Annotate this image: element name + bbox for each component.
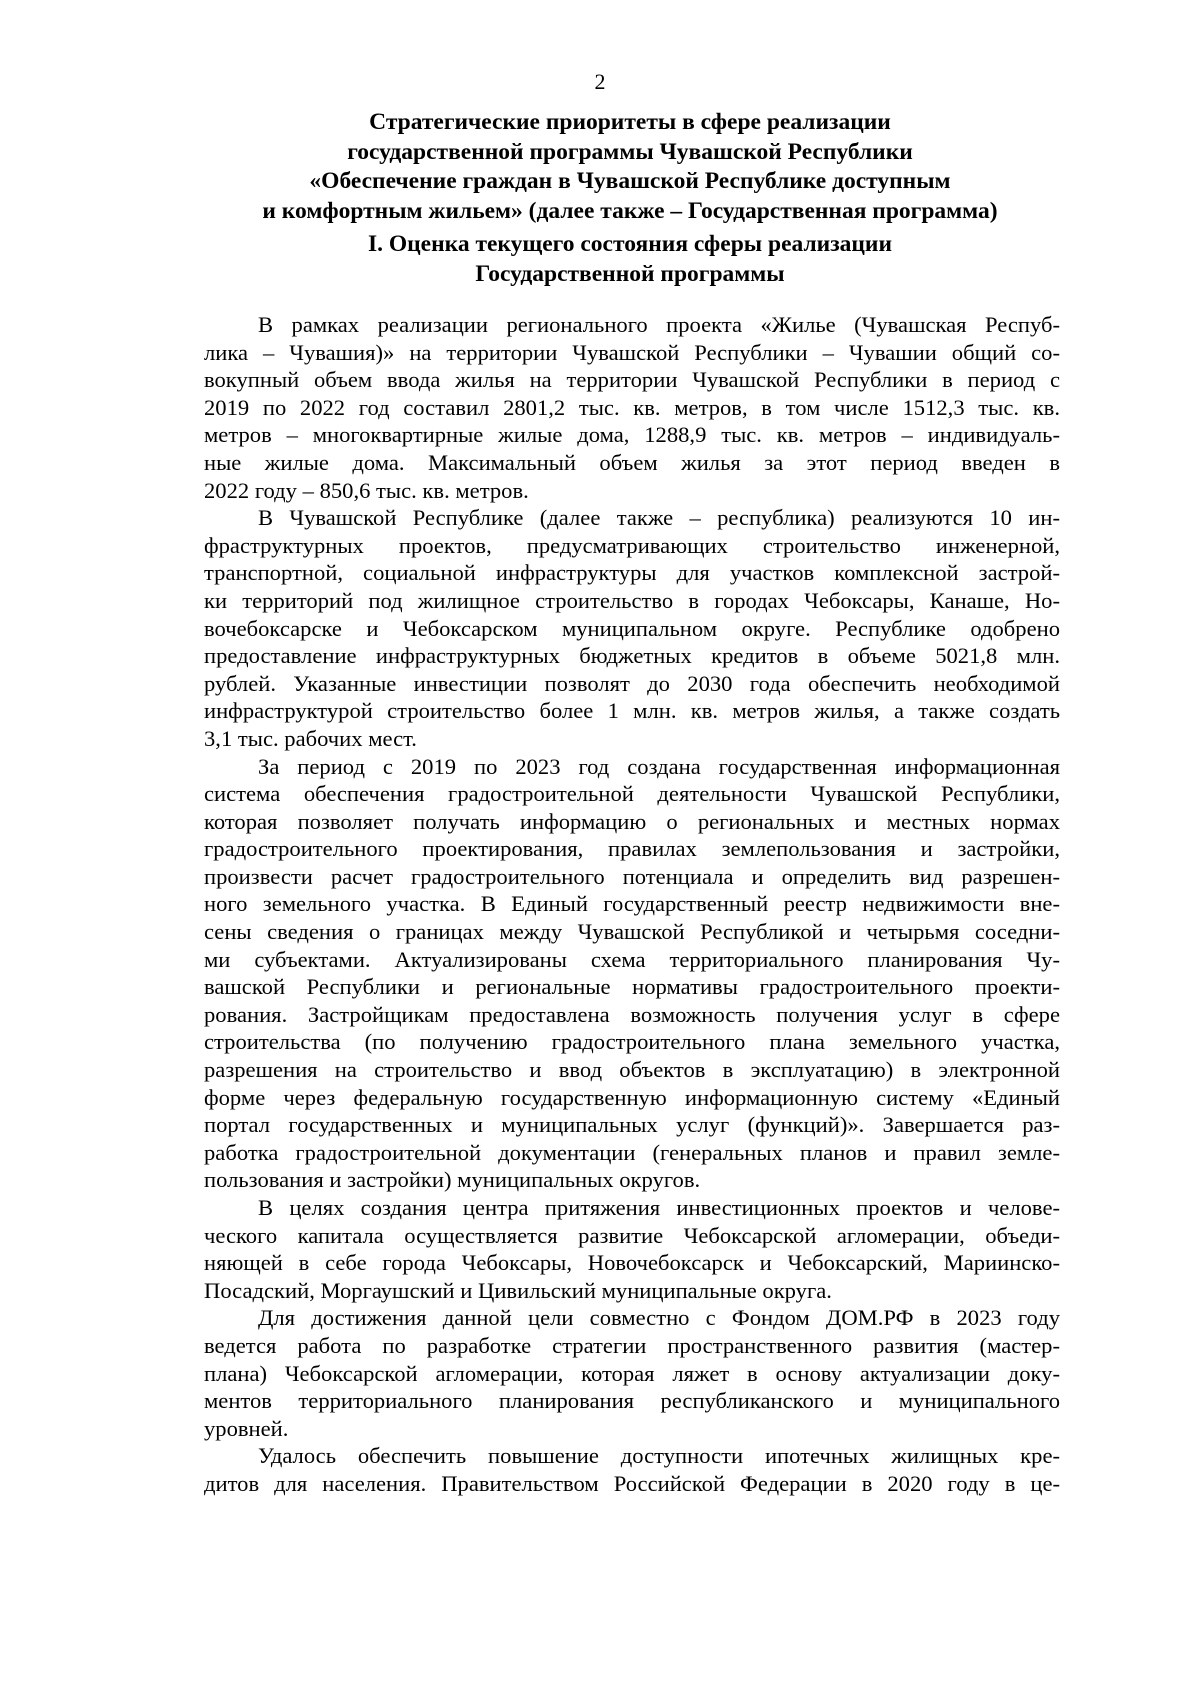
text-line: ные жилые дома. Максимальный объем жилья за этот период введен в [204, 449, 1060, 475]
section-title-line: I. Оценка текущего состояния сферы реализации [367, 231, 893, 257]
text-line: рублей. Указанные инвестиции позволят до 2030 года обеспечить необходимой [204, 670, 1060, 696]
paragraph [204, 753, 1060, 1195]
text-line: ментов территориального планирования республиканского и муниципального [204, 1388, 1060, 1414]
paragraph [204, 1194, 1060, 1304]
text-line: портал государственных и муниципальных услуг (функций)». Завершается раз- [204, 1112, 1060, 1138]
text-line: ного земельного участка. В Единый государственный реестр недвижимости вне- [204, 891, 1060, 917]
text-line: ки территорий под жилищное строительство в городах Чебоксары, Канаше, Но- [204, 587, 1060, 613]
section-title-line: Государственной программы [475, 260, 785, 287]
text-line: произвести расчет градостроительного потенциала и определить вид разрешен- [204, 863, 1060, 889]
text-line: фраструктурных проектов, предусматривающих строительство инженерной, [204, 532, 1060, 558]
text-line: инфраструктурой строительство более 1 млн. кв. метров жилья, а также создать [204, 698, 1060, 724]
text-line: В Чувашской Республике (далее также – республика) реализуются 10 ин- [258, 505, 1060, 531]
title-line: государственной программы Чувашской Республики [347, 138, 913, 165]
paragraph [204, 1442, 1060, 1497]
text-line: ведется работа по разработке стратегии пространственного развития (мастер- [204, 1332, 1060, 1358]
text-line: транспортной, социальной инфраструктуры для участков комплексной застрой- [204, 560, 1060, 586]
main-title [200, 108, 1060, 226]
section-title [200, 230, 1060, 289]
text-line: В рамках реализации регионального проекта «Жилье (Чувашская Респуб- [258, 312, 1060, 337]
text-line: разрешения на строительство и ввод объектов в эксплуатацию) в электронной [204, 1057, 1060, 1083]
text-line: вочебоксарске и Чебоксарском муниципальном округе. Республике одобрено [204, 615, 1060, 641]
text-line: система обеспечения градостроительной деятельности Чувашской Республики, [204, 781, 1060, 807]
title-line: и комфортным жильем» (далее также – Государственная программа) [262, 197, 998, 224]
text-line: форме через федеральную государственную информационную систему «Единый [204, 1084, 1060, 1110]
text-line: вашской Республики и региональные нормативы градостроительного проекти- [204, 974, 1060, 1000]
text-line: сены сведения о границах между Чувашской Республикой и четырьмя соседни- [204, 919, 1060, 945]
paragraph [204, 311, 1060, 504]
text-line: ми субъектами. Актуализированы схема территориального планирования Чу- [204, 946, 1060, 972]
text-line: градостроительного проектирования, правилах землепользования и застройки, [204, 836, 1060, 862]
text-line: строительства (по получению градостроительного плана земельного участка, [204, 1029, 1060, 1055]
text-line: работка градостроительной документации (генеральных планов и правил земле- [204, 1139, 1060, 1165]
text-line: В целях создания центра притяжения инвестиционных проектов и челове- [258, 1195, 1060, 1220]
text-line: которая позволяет получать информацию о региональных и местных нормах [204, 808, 1060, 834]
text-line: рования. Застройщикам предоставлена возможность получения услуг в сфере [204, 1001, 1060, 1027]
title-line: «Обеспечение граждан в Чувашской Республике доступным [309, 168, 951, 194]
text-line: 2022 году – 850,6 тыс. кв. метров. [204, 477, 529, 503]
text-line: дитов для населения. Правительством Российской Федерации в 2020 году в це- [204, 1470, 1060, 1496]
text-line: 3,1 тыс. рабочих мест. [204, 725, 417, 751]
paragraph [204, 504, 1060, 752]
paragraph [204, 1304, 1060, 1442]
document-body [204, 311, 1060, 1498]
text-line: пользования и застройки) муниципальных округов. [204, 1167, 701, 1193]
text-line: уровней. [204, 1415, 289, 1441]
text-line: ческого капитала осуществляется развитие Чебоксарской агломерации, объеди- [204, 1222, 1060, 1248]
text-line: Для достижения данной цели совместно с Фондом ДОМ.РФ в 2023 году [258, 1305, 1060, 1331]
text-line: вокупный объем ввода жилья на территории Чувашской Республики в период с [204, 367, 1060, 393]
text-line: метров – многоквартирные жилые дома, 1288,9 тыс. кв. метров – индивидуаль- [204, 422, 1060, 448]
text-line: За период с 2019 по 2023 год создана государственная информационная [258, 753, 1060, 779]
page-number: 2 [594, 69, 606, 94]
text-line: предоставление инфраструктурных бюджетных кредитов в объеме 5021,8 млн. [204, 643, 1060, 669]
text-line: Удалось обеспечить повышение доступности ипотечных жилищных кре- [258, 1443, 1060, 1469]
text-line: лика – Чувашия)» на территории Чувашской Республики – Чувашии общий со- [204, 339, 1060, 365]
text-line: няющей в себе города Чебоксары, Новочебоксарск и Чебоксарский, Мариинско- [204, 1250, 1060, 1276]
text-line: Посадский, Моргаушский и Цивильский муниципальные округа. [204, 1277, 832, 1303]
title-line: Стратегические приоритеты в сфере реализации [369, 109, 891, 135]
text-line: 2019 по 2022 год составил 2801,2 тыс. кв. метров, в том числе 1512,3 тыс. кв. [204, 394, 1060, 420]
text-line: плана) Чебоксарской агломерации, которая ляжет в основу актуализации доку- [204, 1360, 1060, 1386]
